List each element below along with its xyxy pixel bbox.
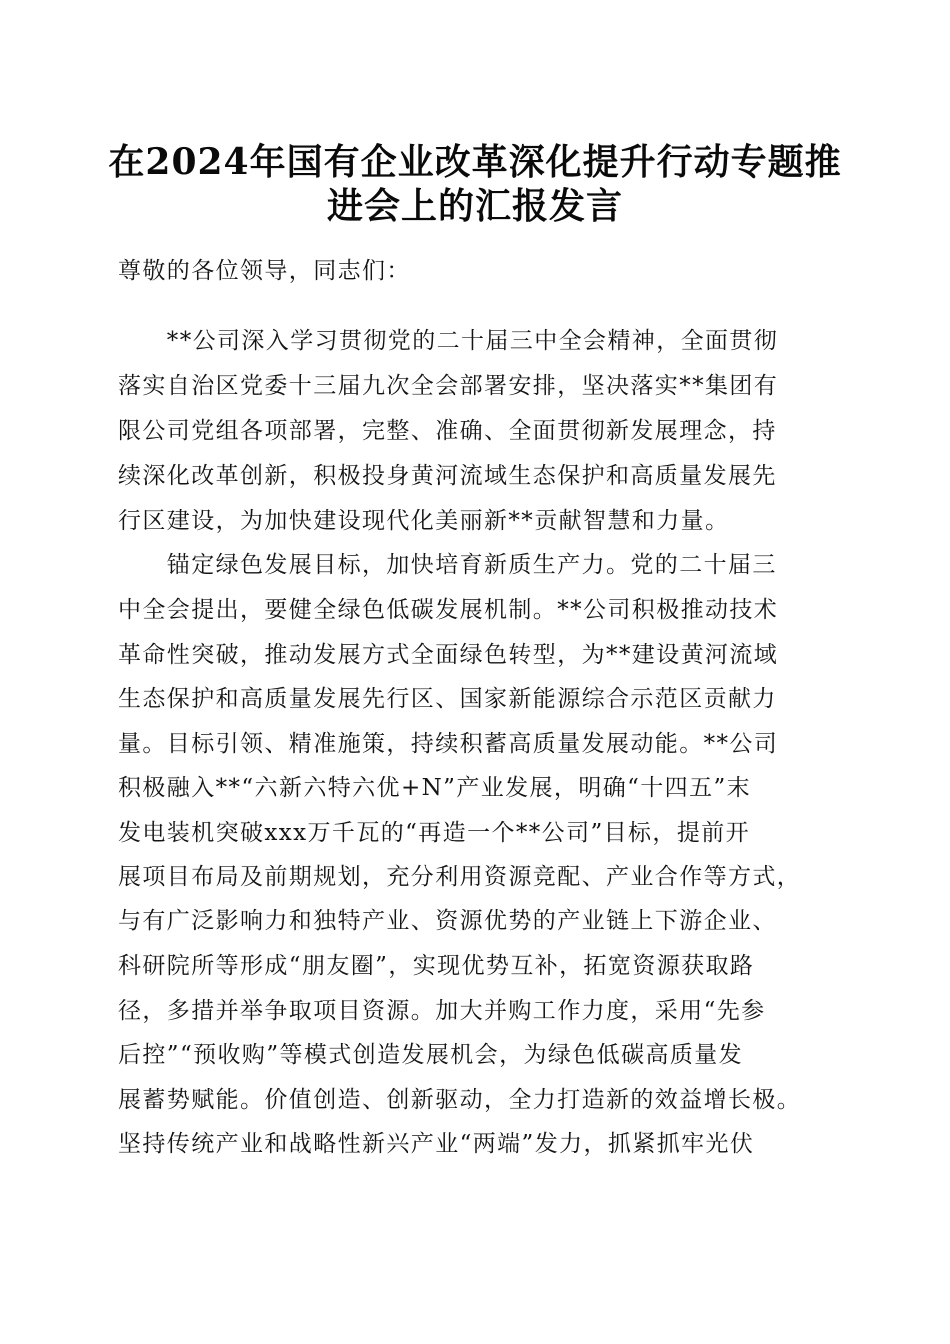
body-line: 革命性突破，推动发展方式全面绿色转型，为**建设黄河流域 — [118, 642, 779, 668]
body-line: 落实自治区党委十三届九次全会部署安排，坚决落实**集团有 — [118, 373, 779, 399]
body-line: 积极融入**“六新六特六优+N”产业发展，明确“十四五”末 — [118, 775, 752, 801]
document-title-line-1: 在2024年国有企业改革深化提升行动专题推 — [108, 141, 842, 183]
body-line: 行区建设，为加快建设现代化美丽新**贡献智慧和力量。 — [118, 508, 730, 534]
body-line: 续深化改革创新，积极投身黄河流域生态保护和高质量发展先 — [118, 463, 777, 489]
body-line: 锚定绿色发展目标，加快培育新质生产力。党的二十届三 — [118, 552, 777, 578]
body-line: 坚持传统产业和战略性新兴产业“两端”发力，抓紧抓牢光伏 — [118, 1131, 755, 1157]
body-line: 尊敬的各位领导，同志们： — [118, 258, 411, 284]
body-line: 发电装机突破xxx万千瓦的“再造一个**公司”目标，提前开 — [118, 820, 751, 846]
body-line: 展蓄势赋能。价值创造、创新驱动，全力打造新的效益增长极。 — [118, 1087, 802, 1113]
body-line: 生态保护和高质量发展先行区、国家新能源综合示范区贡献力 — [118, 686, 777, 712]
body-line: 展项目布局及前期规划，充分利用资源竞配、产业合作等方式， — [118, 864, 802, 890]
body-line: 后控”“预收购”等模式创造发展机会，为绿色低碳高质量发 — [118, 1042, 744, 1068]
body-line: 中全会提出，要健全绿色低碳发展机制。**公司积极推动技术 — [118, 597, 779, 623]
body-line: 量。目标引领、精准施策，持续积蓄高质量发展动能。**公司 — [118, 731, 779, 757]
document-title-line-2: 进会上的汇报发言 — [326, 185, 623, 227]
body-line: 科研院所等形成“朋友圈”，实现优势互补，拓宽资源获取路 — [118, 953, 755, 979]
body-line: **公司深入学习贯彻党的二十届三中全会精神，全面贯彻 — [118, 328, 779, 354]
body-line: 限公司党组各项部署，完整、准确、全面贯彻新发展理念，持 — [118, 418, 777, 444]
body-line: 与有广泛影响力和独特产业、资源优势的产业链上下游企业、 — [118, 908, 777, 934]
body-line: 径，多措并举争取项目资源。加大并购工作力度，采用“先参 — [118, 998, 766, 1024]
